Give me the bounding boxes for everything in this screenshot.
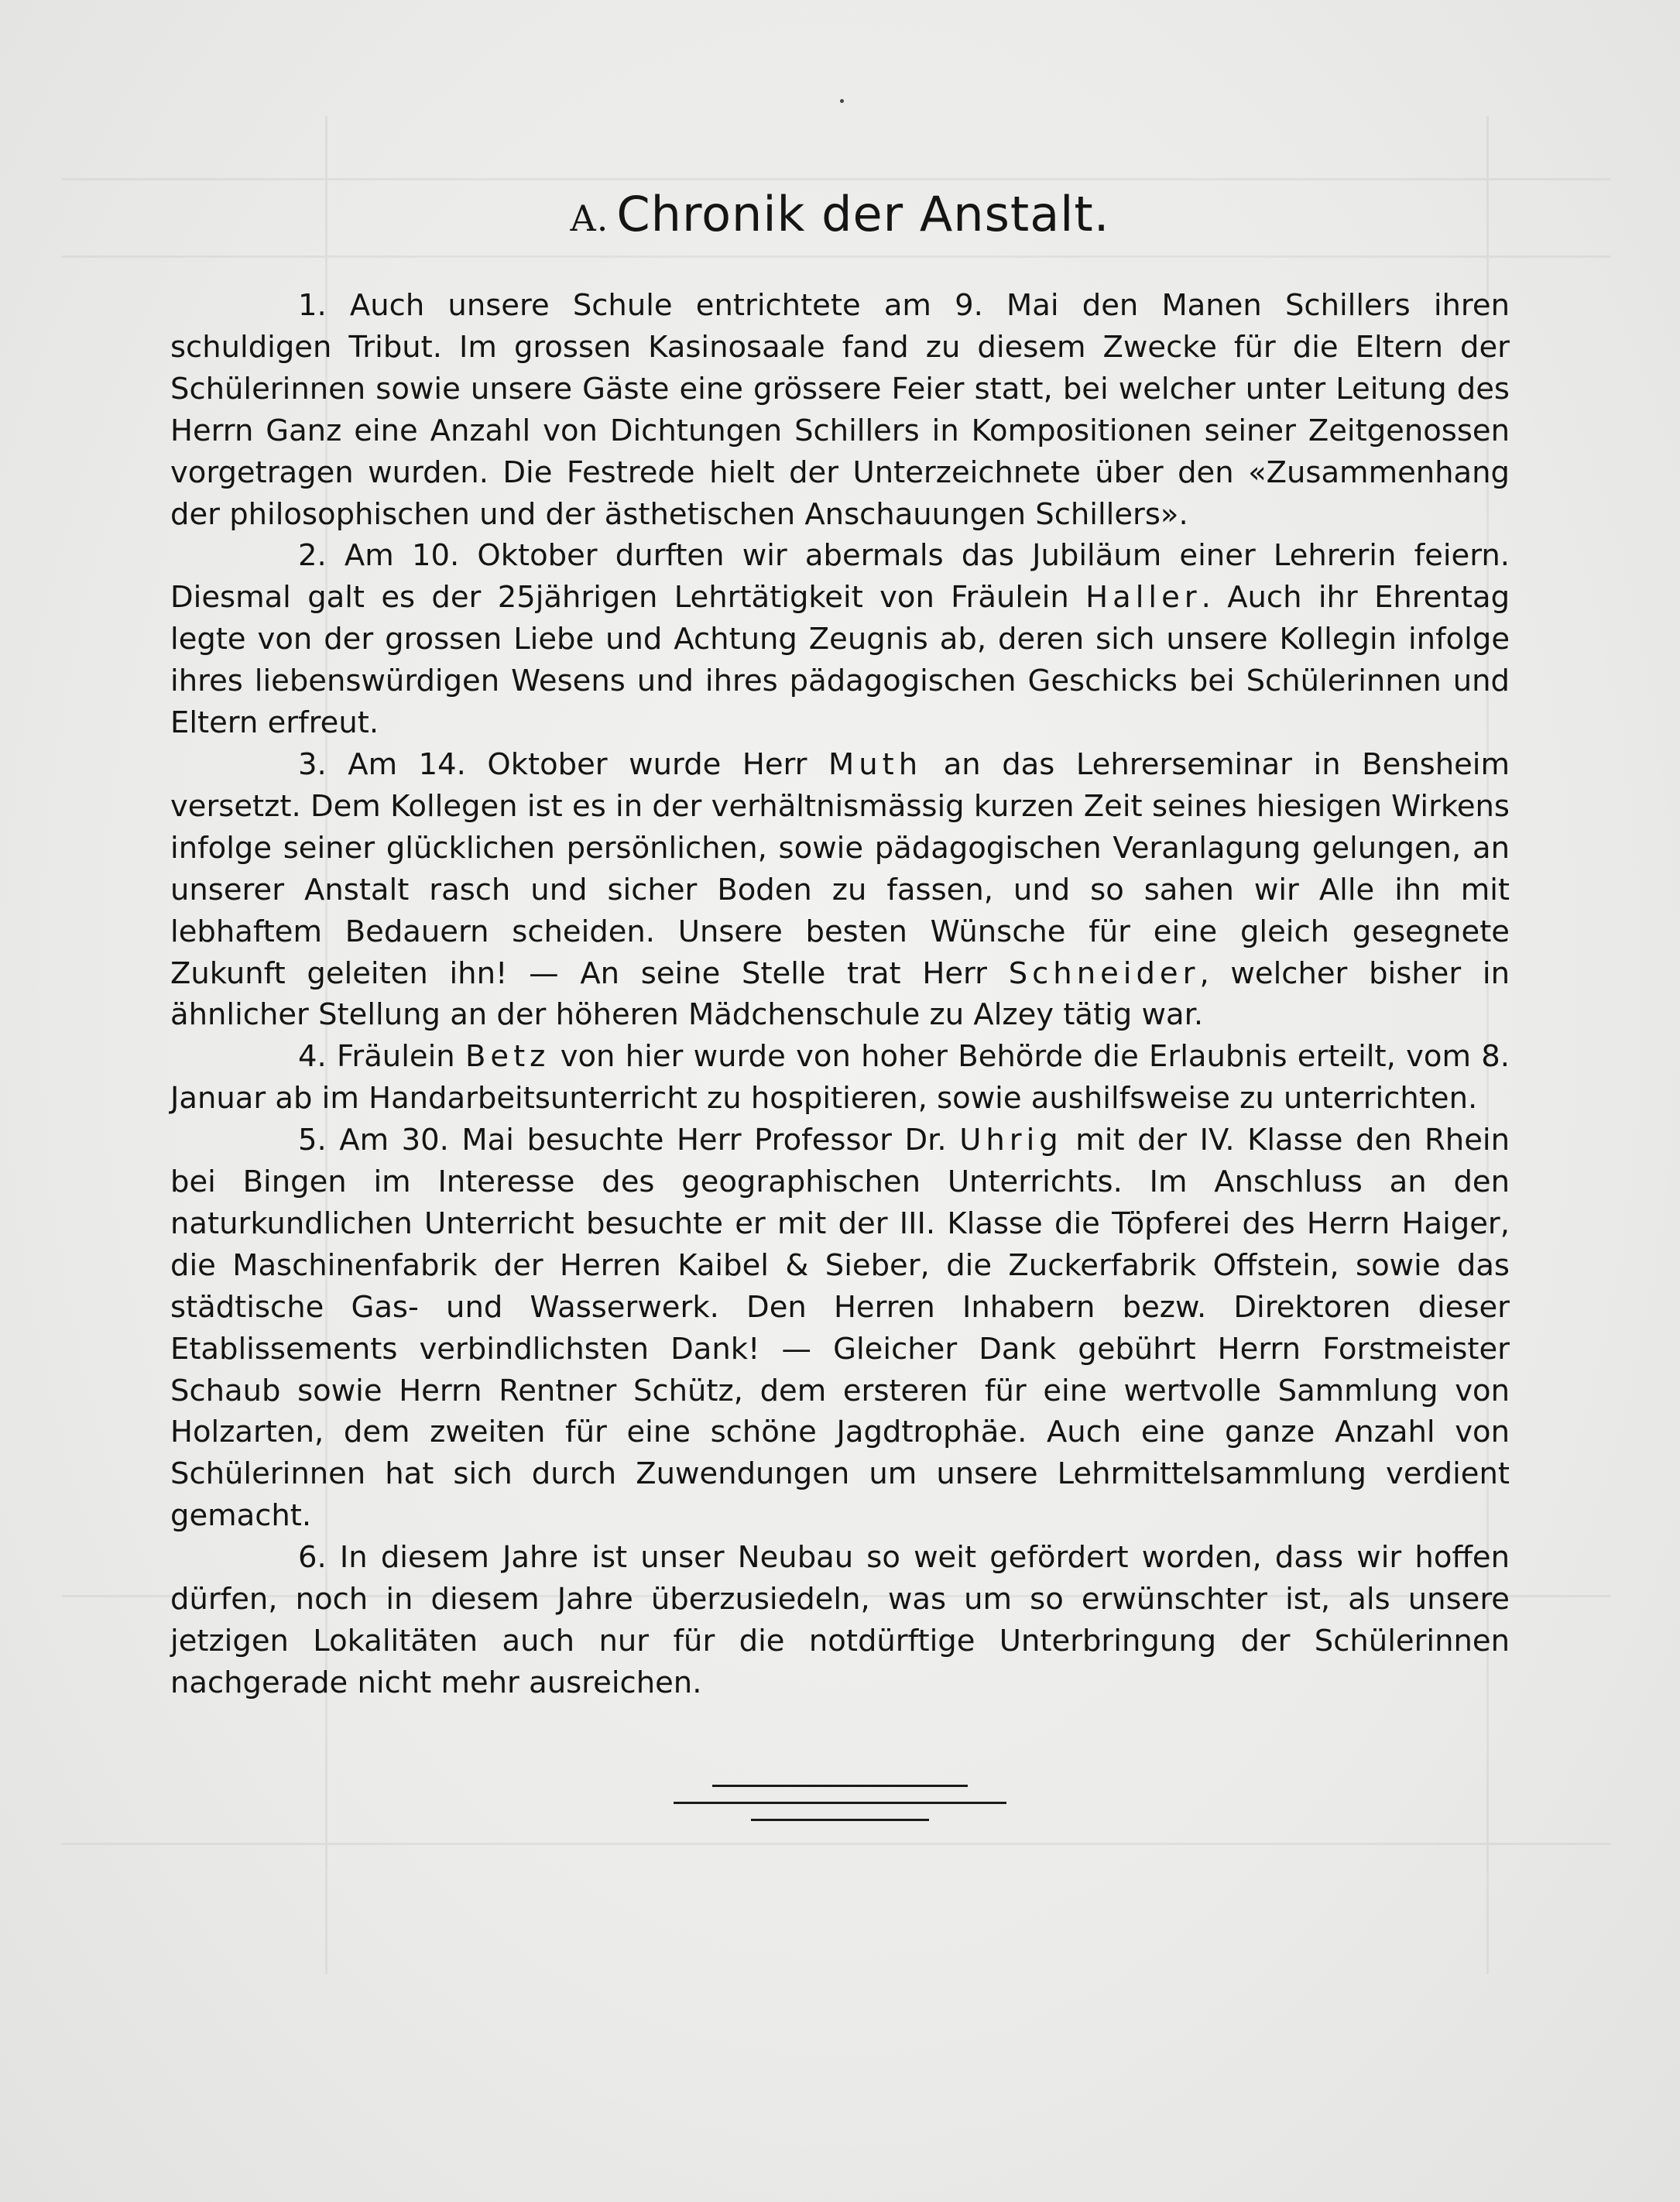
ornament-rule [751, 1819, 929, 1821]
spaced-name-muth: Muth [828, 746, 923, 782]
entry-text: 2. Am 10. Oktober durften wir abermals das Jubiläum einer Lehrerin feiern. Diesmal galt es der 25jährigen Lehrtätigkeit von Fräulein [170, 538, 1510, 616]
entry-text: von hier wurde von hoher Behörde die Erlaubnis erteilt, vom 8. Januar ab im Handarbeitsunterricht zu hospitieren, sowie aushilfsweise zu unterrichten. [170, 1039, 1510, 1116]
ornament-rule [674, 1802, 1006, 1804]
entry-text: 5. Am 30. Mai besuchte Herr Professor Dr. [298, 1123, 960, 1158]
spaced-name-uhrig: Uhrig [959, 1123, 1063, 1158]
entry-text: mit der IV. Klasse den Rhein bei Bingen im Interesse des geographischen Unterrichts. Im Anschluss an den naturkundlichen Unterricht besuchte er mit der III. Klasse die Töpferei des Herrn Haiger, die Maschinenfabrik der Herren Kaibel & Sieber, die Zuckerfabrik Offstein, sowie das städtische Gas- und Wasserwerk. Den Herren Inhabern bezw. Direktoren dieser Etablissements verbindlichsten Dank! — Gleicher Dank gebührt Herrn Forstmeister Schaub sowie Herrn Rentner Schütz, dem ersteren für eine wertvolle Sammlung von Holzarten, dem zweiten für eine schöne Jagdtrophäe. Auch eine ganze Anzahl von Schülerinnen hat sich durch Zuwendungen um unsere Lehrmittelsammlung verdient gemacht. [170, 1123, 1510, 1534]
entry-text: 4. Fräulein [298, 1039, 465, 1075]
chronicle-entry-4 [170, 1036, 1510, 1120]
page-title [0, 186, 1680, 242]
chronicle-entry-3 [170, 744, 1510, 1036]
section-mark: A. [570, 197, 609, 239]
chronicle-body [170, 285, 1510, 1704]
entry-text: 6. In diesem Jahre ist unser Neubau so weit gefördert worden, dass wir hoffen dürfen, noch in diesem Jahre überzusiedeln, was um so erwünschter ist, als unsere jetzigen Lokalitäten auch nur für die notdürftige Unterbringung der Schülerinnen nachgerade nicht mehr ausreichen. [170, 1540, 1510, 1700]
entry-text: 1. Auch unsere Schule entrichtete am 9. Mai den Manen Schillers ihren schuldigen Tribut. Im grossen Kasinosaale fand zu diesem Zwecke für die Eltern der Schülerinnen sowie unsere Gäste eine grössere Feier statt, bei welcher unter Leitung des Herrn Ganz eine Anzahl von Dichtungen Schillers in Kompositionen seiner Zeitgenossen vorgetragen wurden. Die Festrede hielt der Unterzeichnete über den «Zusammenhang der philosophischen und der ästhetischen Anschauungen Schillers». [170, 288, 1510, 532]
chronicle-entry-6 [170, 1537, 1510, 1704]
chronicle-entry-2 [170, 535, 1510, 744]
spaced-name-haller: Haller [1085, 580, 1202, 616]
entry-text: an das Lehrerseminar in Bensheim versetzt. Dem Kollegen ist es in der verhältnismässig kurzen Zeit seines hiesigen Wirkens infolge seiner glücklichen persönlichen, sowie pädagogischen Veranlagung gelungen, an unserer Anstalt rasch und sicher Boden zu fassen, und so sahen wir Alle ihn mit lebhaftem Bedauern scheiden. Unsere besten Wünsche für eine gleich gesegnete Zukunft geleiten ihn! — An seine Stelle trat Herr [170, 746, 1510, 991]
print-speck [840, 99, 844, 103]
entry-text: . Auch ihr Ehrentag legte von der grossen Liebe und Achtung Zeugnis ab, deren sich unsere Kollegin infolge ihres liebenswürdigen Wesens und ihres pädagogischen Geschicks bei Schülerinnen und Eltern erfreut. [170, 580, 1510, 741]
spaced-name-schneider: Schneider [1008, 955, 1200, 991]
chronicle-entry-5 [170, 1120, 1510, 1537]
entry-text: 3. Am 14. Oktober wurde Herr [298, 746, 829, 782]
spaced-name-betz: Betz [465, 1039, 550, 1075]
ornament-rule [712, 1785, 968, 1787]
chronicle-entry-1 [170, 285, 1510, 535]
title-text: Chronik der Anstalt. [616, 186, 1110, 242]
entry-text: , welcher bisher in ähnlicher Stellung an der höheren Mädchenschule zu Alzey tätig war. [170, 955, 1510, 1033]
